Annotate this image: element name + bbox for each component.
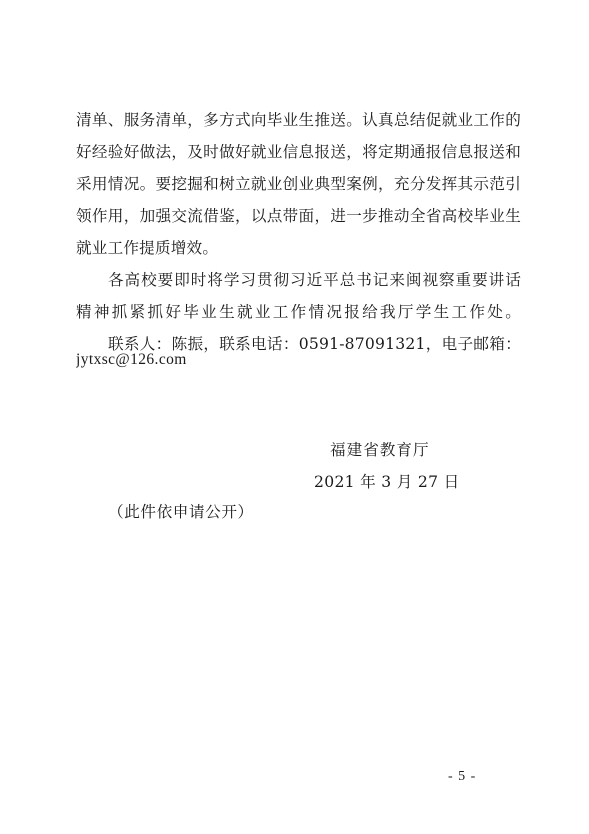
body-line: 清单、服务清单，多方式向毕业生推送。认真总结促就业工作的	[76, 111, 521, 129]
page-number: - 5 -	[448, 769, 477, 784]
disclosure-note: （此件依申请公开）	[108, 503, 254, 521]
body-line: 各高校要即时将学习贯彻习近平总书记来闽视察重要讲话	[108, 271, 521, 289]
contact-email: jytxsc@126.com	[76, 351, 187, 368]
contact-line: 联系人：陈振，联系电话：0591-87091321，电子邮箱：	[108, 335, 521, 353]
body-line: 精神抓紧抓好毕业生就业工作情况报给我厅学生工作处。	[76, 303, 521, 321]
body-line: 采用情况。要挖掘和树立就业创业典型案例，充分发挥其示范引	[76, 175, 521, 193]
signature-org: 福建省教育厅	[330, 441, 430, 459]
signature-date: 2021 年 3 月 27 日	[314, 473, 460, 491]
body-line: 领作用，加强交流借鉴，以点带面，进一步推动全省高校毕业生	[76, 207, 521, 225]
body-line: 就业工作提质增效。	[76, 239, 219, 257]
body-line: 好经验好做法，及时做好就业信息报送，将定期通报信息报送和	[76, 143, 521, 161]
